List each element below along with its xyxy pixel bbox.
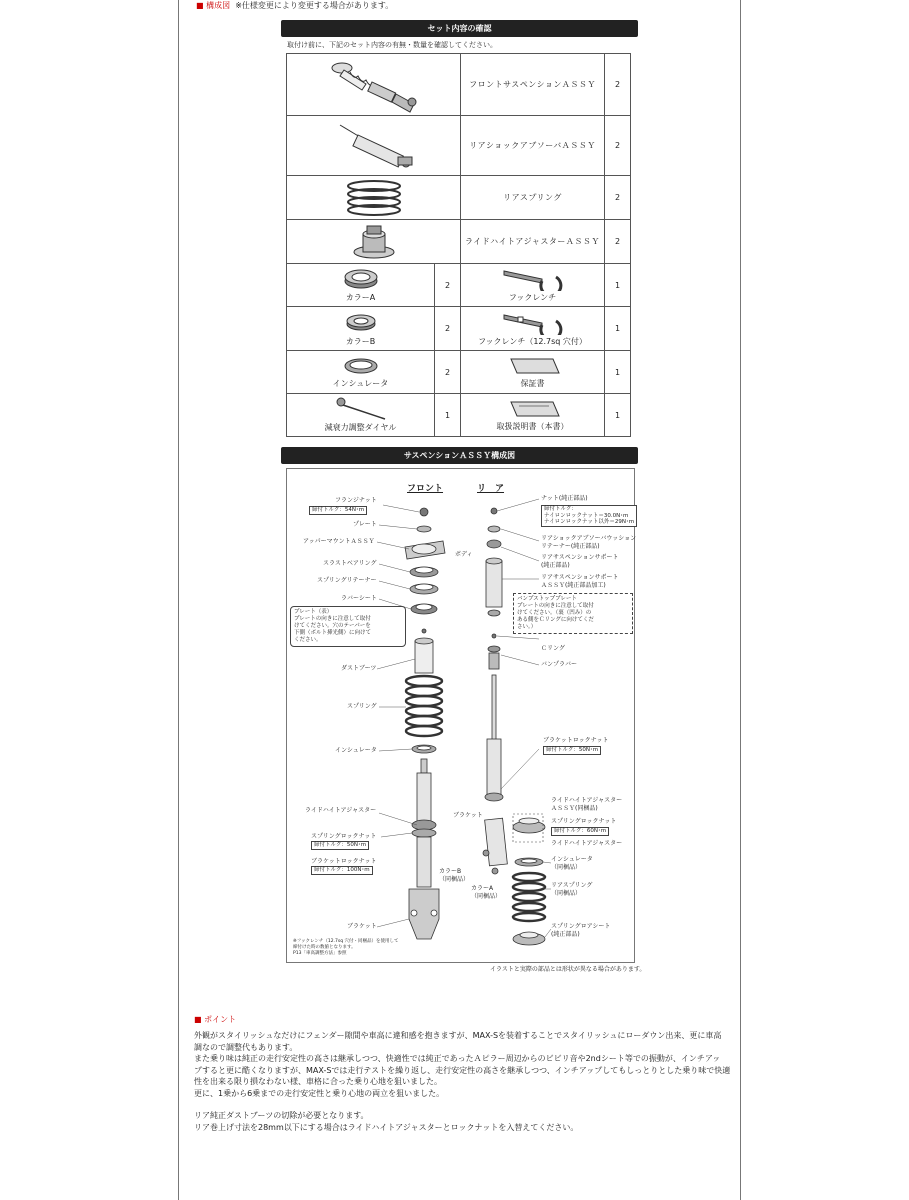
point-paragraph: 調なので調整代もあります。 — [194, 1042, 298, 1052]
label-rha: ライドハイトアジャスター — [551, 840, 623, 847]
point-body — [194, 1030, 734, 1133]
label-rubber-sheet: ラバーシート — [341, 595, 377, 602]
bump-note-title: バンプストッププレート — [517, 596, 577, 602]
front-suspension-icon — [314, 56, 434, 114]
point-paragraph: また乗り味は純正の走行安定性の高さは継承しつつ、快適性では純正であったＡピラー周辺からのビビリ音や2ndシート等での振動が、インチアッ — [194, 1054, 721, 1063]
table-row — [287, 394, 631, 437]
label-spring-lock-torque: 締付トルク：50N･m — [311, 841, 369, 850]
top-note — [196, 0, 393, 11]
bump-note-line: さい。） — [517, 624, 537, 630]
label-c-ring: Ｃリング — [541, 645, 565, 652]
label-spring-retainer: スプリングリテーナー — [317, 577, 377, 584]
item-qty: 1 — [605, 351, 631, 394]
item-image-cell — [287, 220, 461, 264]
item-qty: 2 — [605, 116, 631, 176]
bullet-icon: ■ — [194, 1015, 202, 1024]
table-row — [287, 54, 631, 116]
item-qty: 1 — [605, 264, 631, 307]
item-qty: 2 — [435, 307, 461, 351]
hook-wrench-square-icon — [498, 311, 568, 335]
table-row — [287, 176, 631, 220]
bump-note-line: ある側をＣリングに向けてくだ — [517, 617, 594, 623]
point-paragraph: 更に、1乗から6乗までの走行安定性と乗り心地の両立を狙いました。 — [194, 1088, 445, 1098]
table-row — [287, 116, 631, 176]
label-ride-height-adjuster: ライドハイトアジャスター — [305, 807, 377, 814]
item-image-cell — [287, 176, 461, 220]
item-name: リアスプリング — [461, 176, 605, 220]
plate-note — [290, 606, 406, 647]
label-rear-support-assy-2: ＡＳＳＹ(純正部品加工) — [541, 582, 606, 589]
item-image-cell — [287, 264, 435, 307]
label-flange-torque: 締付トルク：54N･m — [309, 506, 367, 515]
set-contents-header: セット内容の確認 — [281, 20, 638, 37]
insulator-icon — [341, 355, 381, 377]
warranty-card-icon — [503, 355, 563, 377]
collar-a-icon — [341, 267, 381, 291]
top-note-label: 構成図 — [206, 1, 231, 10]
label-rear-spring: リアスプリング — [551, 882, 593, 889]
point-title-text: ポイント — [204, 1015, 237, 1024]
label-spring: スプリング — [347, 703, 377, 710]
bump-stop-note — [513, 593, 633, 634]
top-note-text: ※仕様変更により変更する場合があります。 — [235, 1, 394, 10]
plate-note-line: 下側（ボルト挿光側）に向けて — [294, 630, 372, 636]
plate-note-line: けてください。穴のテーパーを — [294, 623, 371, 629]
label-dust-boot: ダストブーツ — [341, 665, 377, 672]
footnote-line: ※フックレンチ（12.7sq 穴付・同梱品）を使用して — [293, 939, 399, 944]
label-collar-b-note: （同梱品） — [439, 876, 470, 883]
label-rear-support-oem: (純正部品) — [541, 562, 570, 569]
torque-line: 締付トルク： — [544, 506, 577, 512]
bump-note-line: プレートの向きに注意して取付 — [517, 603, 594, 609]
point-paragraph: リア巻上げ寸法を28mm以下にする場合はライドハイトアジャスターとロックナットを入替えてください。 — [194, 1122, 579, 1132]
item-image-cell — [461, 351, 605, 394]
label-body: ボディ — [455, 551, 473, 558]
item-image-cell — [287, 351, 435, 394]
item-name: カラーA — [345, 293, 376, 302]
item-qty: 2 — [605, 220, 631, 264]
label-bracket-lock-nut: ブラケットロックナット — [311, 858, 377, 865]
point-paragraph: プすると更に酷くなりますが、MAX-Sでは走行テストを繰り返し、走行安定性の高さを継承しつつ、インチアップしてもしっとりとした乗り味で快適 — [194, 1065, 731, 1075]
set-contents-table — [286, 53, 631, 437]
page-border-left — [178, 0, 179, 1200]
item-qty: 2 — [435, 264, 461, 307]
item-name: フロントサスペンションＡＳＳＹ — [461, 54, 605, 116]
label-rear-bracket-lock-nut: ブラケットロックナット — [543, 737, 609, 744]
table-row — [287, 264, 631, 307]
label-shock-washer: リアショックアブソーバウッション — [541, 535, 637, 542]
footnote-line: P13「車高調整方法」参照 — [293, 951, 347, 956]
damping-dial-icon — [321, 397, 401, 421]
item-image-cell — [287, 307, 435, 351]
label-spring-lower-seat: スプリングロアシート — [551, 923, 611, 930]
item-image-cell — [287, 116, 461, 176]
label-thrust-bearing: スラストベアリング — [323, 560, 377, 567]
label-rear-support-assy: リアサスペンションサポート — [541, 574, 619, 581]
label-retainer: リテーナー(純正部品) — [541, 543, 600, 550]
table-row — [287, 351, 631, 394]
label-flange-nut: フランジナット — [335, 497, 377, 504]
label-rear-support: リアサスペンションサポート — [541, 554, 619, 561]
label-collar-a: カラーA — [471, 885, 494, 892]
assy-diagram — [286, 468, 635, 963]
item-name: フックレンチ — [508, 293, 557, 302]
item-image-cell — [461, 307, 605, 351]
item-qty: 2 — [605, 176, 631, 220]
label-collar-b: カラーB — [439, 868, 462, 875]
illustration-note: イラストと実際の部品とは形状が異なる場合があります。 — [490, 966, 646, 973]
item-image-cell — [287, 394, 435, 437]
item-image-cell — [461, 394, 605, 437]
item-qty: 1 — [435, 394, 461, 437]
item-qty: 2 — [605, 54, 631, 116]
point-paragraph: 外観がスタイリッシュなだけにフェンダー隙間や車高に違和感を抱きますが、MAX-Sを装着することでスタイリッシュにローダウン出来、更に車高 — [194, 1031, 722, 1040]
label-nut-oem: ナット(純正部品) — [541, 495, 588, 502]
rear-spring-icon — [339, 178, 409, 218]
bullet-icon: ■ — [196, 1, 204, 10]
label-rha-assy: ライドハイトアジャスター — [551, 797, 623, 804]
item-qty: 1 — [605, 307, 631, 351]
point-title — [194, 1014, 236, 1025]
torque-line: ナイロンロックナット以外＝29N･m — [544, 519, 635, 525]
footnote — [293, 939, 399, 957]
plate-note-line: プレートの向きに注意して取付 — [294, 616, 371, 622]
set-contents-subtitle: 取付け前に、下記のセット内容の有無・数量を確認してください。 — [287, 41, 497, 49]
item-name: カラーB — [345, 336, 376, 346]
label-rear-bracket-lock-torque: 締付トルク：50N･m — [543, 746, 601, 755]
plate-note-title: プレート（表） — [294, 609, 333, 615]
hook-wrench-icon — [498, 267, 568, 291]
footnote-line: 締付けた時の数値となります。 — [293, 945, 356, 950]
item-image-cell — [461, 264, 605, 307]
item-qty: 1 — [605, 394, 631, 437]
point-paragraph: 性を出来る限り損なわない様、車格に合った乗り心地を狙いました。 — [194, 1077, 442, 1086]
item-image-cell — [287, 54, 461, 116]
label-bracket-lock-torque: 締付トルク：100N･m — [311, 866, 373, 875]
label-rear-spring-lock-torque: 締付トルク：60N･m — [551, 827, 609, 836]
label-spring-lower-seat-note: (純正部品) — [551, 931, 580, 938]
bump-note-line: けてください。（裏（凹み）の — [517, 610, 592, 616]
rear-title: リ ア — [477, 484, 505, 494]
label-bracket: ブラケット — [347, 923, 377, 930]
point-paragraph: リア純正ダストブーツの切除が必要となります。 — [194, 1111, 369, 1120]
label-bump-rubber: バンプラバー — [541, 661, 578, 668]
label-insulator: インシュレータ — [335, 747, 377, 754]
label-spring-lock-nut: スプリングロックナット — [311, 833, 377, 840]
label-nut-torque — [541, 505, 637, 527]
label-rear-spring-note: （同梱品） — [551, 890, 582, 897]
label-plate: プレート — [353, 521, 377, 528]
label-upper-mount: アッパーマウントＡＳＳＹ — [303, 538, 375, 545]
item-name: インシュレータ — [332, 379, 389, 388]
table-row — [287, 307, 631, 351]
item-name: 減衰力調整ダイヤル — [324, 423, 397, 432]
collar-b-icon — [341, 311, 381, 335]
item-name: 取扱説明書（本書） — [496, 422, 569, 431]
plate-note-line: ください。 — [294, 637, 322, 643]
torque-line: ナイロンロックナット＝30.0N･m — [544, 512, 629, 519]
ride-height-adjuster-icon — [349, 222, 399, 262]
label-rear-spring-lock-nut: スプリングロックナット — [551, 818, 617, 825]
rear-shock-icon — [314, 119, 434, 173]
front-title: フロント — [407, 484, 444, 494]
label-rear-insulator: インシュレータ — [551, 856, 593, 863]
label-rear-insulator-note: （同梱品） — [551, 864, 582, 871]
label-rear-bracket: ブラケット — [453, 812, 483, 819]
assy-diagram-header: サスペンションＡＳＳＹ構成図 — [281, 447, 638, 464]
item-name: リアショックアブソーバＡＳＳＹ — [461, 116, 605, 176]
page-border-right — [740, 0, 741, 1200]
item-qty: 2 — [435, 351, 461, 394]
label-rha-assy-2: ＡＳＳＹ(同梱品) — [551, 805, 598, 812]
manual-icon — [503, 398, 563, 420]
table-row — [287, 220, 631, 264]
label-collar-a-note: （同梱品） — [471, 893, 502, 900]
item-name: フックレンチ（12.7sq 穴付） — [478, 336, 587, 346]
item-name: 保証書 — [520, 379, 545, 388]
item-name: ライドハイトアジャスターＡＳＳＹ — [461, 220, 605, 264]
